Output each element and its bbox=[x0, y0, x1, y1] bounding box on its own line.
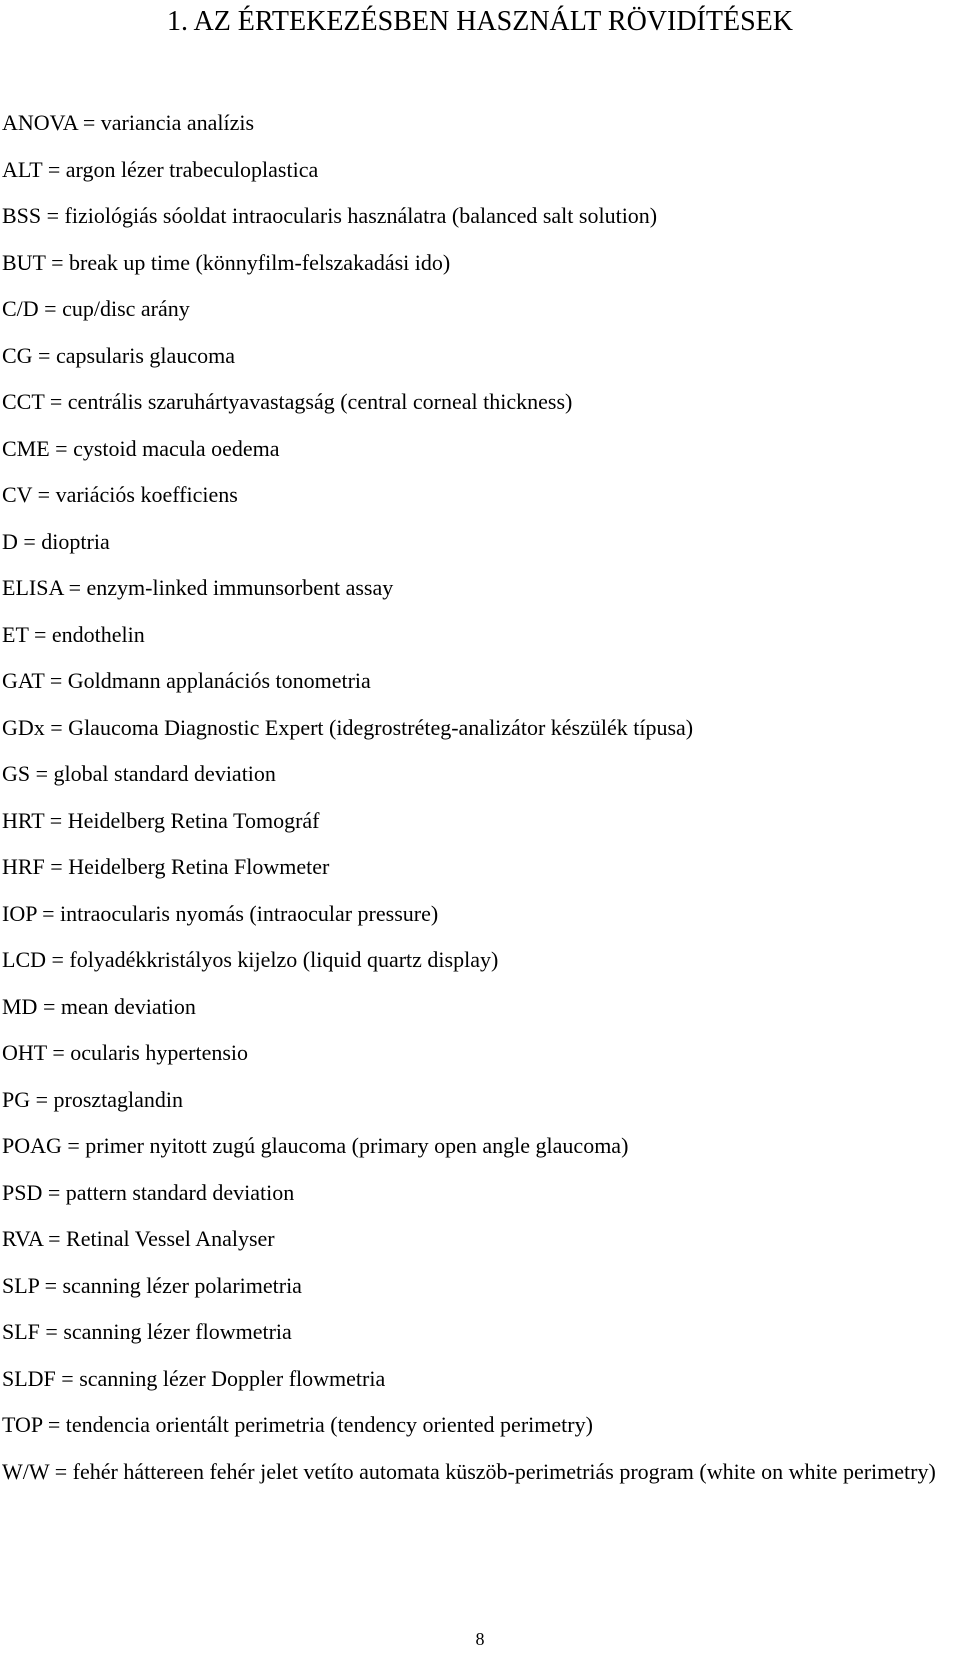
abbreviation-entry: D = dioptria bbox=[2, 528, 110, 554]
abbreviation-entry: IOP = intraocularis nyomás (intraocular pressure) bbox=[2, 900, 439, 926]
abbreviation-entry: POAG = primer nyitott zugú glaucoma (primary open angle glaucoma) bbox=[2, 1133, 629, 1159]
list-item bbox=[0, 147, 960, 194]
abbreviation-entry: LCD = folyadékkristályos kijelzo (liquid quartz display) bbox=[2, 947, 499, 973]
abbreviation-entry: RVA = Retinal Vessel Analyser bbox=[2, 1226, 275, 1252]
list-item bbox=[0, 612, 960, 659]
list-item bbox=[0, 519, 960, 566]
abbreviation-entry: GDx = Glaucoma Diagnostic Expert (idegrostréteg-analizátor készülék típusa) bbox=[2, 714, 694, 740]
list-item bbox=[0, 1449, 960, 1542]
list-item bbox=[0, 286, 960, 333]
list-item bbox=[0, 472, 960, 519]
list-item bbox=[0, 100, 960, 147]
list-item bbox=[0, 937, 960, 984]
abbreviation-entry: PSD = pattern standard deviation bbox=[2, 1179, 295, 1205]
list-item bbox=[0, 1170, 960, 1217]
abbreviation-entry: MD = mean deviation bbox=[2, 993, 196, 1019]
abbreviation-entry: CCT = centrális szaruhártyavastagság (central corneal thickness) bbox=[2, 389, 573, 415]
page-title: 1. AZ ÉRTEKEZÉSBEN HASZNÁLT RÖVIDÍTÉSEK bbox=[167, 6, 793, 37]
page-number: 8 bbox=[475, 1629, 485, 1649]
list-item bbox=[0, 1263, 960, 1310]
abbreviation-entry: OHT = ocularis hypertensio bbox=[2, 1040, 249, 1066]
list-item bbox=[0, 751, 960, 798]
list-item bbox=[0, 891, 960, 938]
abbreviation-entry: W/W = fehér háttereen fehér jelet vetíto automata küszöb-perimetriás program (white on white perimetry) bbox=[2, 1458, 936, 1484]
abbreviation-entry: PG = prosztaglandin bbox=[2, 1086, 184, 1112]
abbreviation-entry: CG = capsularis glaucoma bbox=[2, 342, 235, 368]
abbreviation-entry: SLP = scanning lézer polarimetria bbox=[2, 1272, 302, 1298]
list-item bbox=[0, 1123, 960, 1170]
abbreviation-entry: BSS = fiziológiás sóoldat intraocularis használatra (balanced salt solution) bbox=[2, 203, 658, 229]
abbreviation-entry: SLF = scanning lézer flowmetria bbox=[2, 1319, 292, 1345]
abbreviation-entry: HRT = Heidelberg Retina Tomográf bbox=[2, 807, 320, 833]
list-item bbox=[0, 984, 960, 1031]
abbreviation-entry: ET = endothelin bbox=[2, 621, 145, 647]
list-item bbox=[0, 1216, 960, 1263]
abbreviation-list bbox=[0, 100, 960, 1542]
abbreviation-entry: SLDF = scanning lézer Doppler flowmetria bbox=[2, 1365, 386, 1391]
abbreviation-entry: GS = global standard deviation bbox=[2, 761, 276, 787]
list-item bbox=[0, 426, 960, 473]
abbreviation-entry: CV = variációs koefficiens bbox=[2, 482, 238, 508]
list-item bbox=[0, 1309, 960, 1356]
list-item bbox=[0, 844, 960, 891]
list-item bbox=[0, 1030, 960, 1077]
abbreviation-entry: ANOVA = variancia analízis bbox=[2, 110, 255, 136]
list-item bbox=[0, 658, 960, 705]
abbreviation-entry: TOP = tendencia orientált perimetria (tendency oriented perimetry) bbox=[2, 1412, 593, 1438]
abbreviation-entry: HRF = Heidelberg Retina Flowmeter bbox=[2, 854, 330, 880]
abbreviation-entry: C/D = cup/disc arány bbox=[2, 296, 190, 322]
abbreviation-entry: ELISA = enzym-linked immunsorbent assay bbox=[2, 575, 394, 601]
list-item bbox=[0, 379, 960, 426]
abbreviation-entry: ALT = argon lézer trabeculoplastica bbox=[2, 156, 319, 182]
list-item bbox=[0, 333, 960, 380]
list-item bbox=[0, 705, 960, 752]
list-item bbox=[0, 1402, 960, 1449]
list-item bbox=[0, 1356, 960, 1403]
list-item bbox=[0, 798, 960, 845]
list-item bbox=[0, 1077, 960, 1124]
list-item bbox=[0, 240, 960, 287]
abbreviation-entry: BUT = break up time (könnyfilm-felszakadási ido) bbox=[2, 249, 451, 275]
list-item bbox=[0, 193, 960, 240]
abbreviation-entry: CME = cystoid macula oedema bbox=[2, 435, 280, 461]
abbreviation-entry: GAT = Goldmann applanációs tonometria bbox=[2, 668, 371, 694]
list-item bbox=[0, 565, 960, 612]
